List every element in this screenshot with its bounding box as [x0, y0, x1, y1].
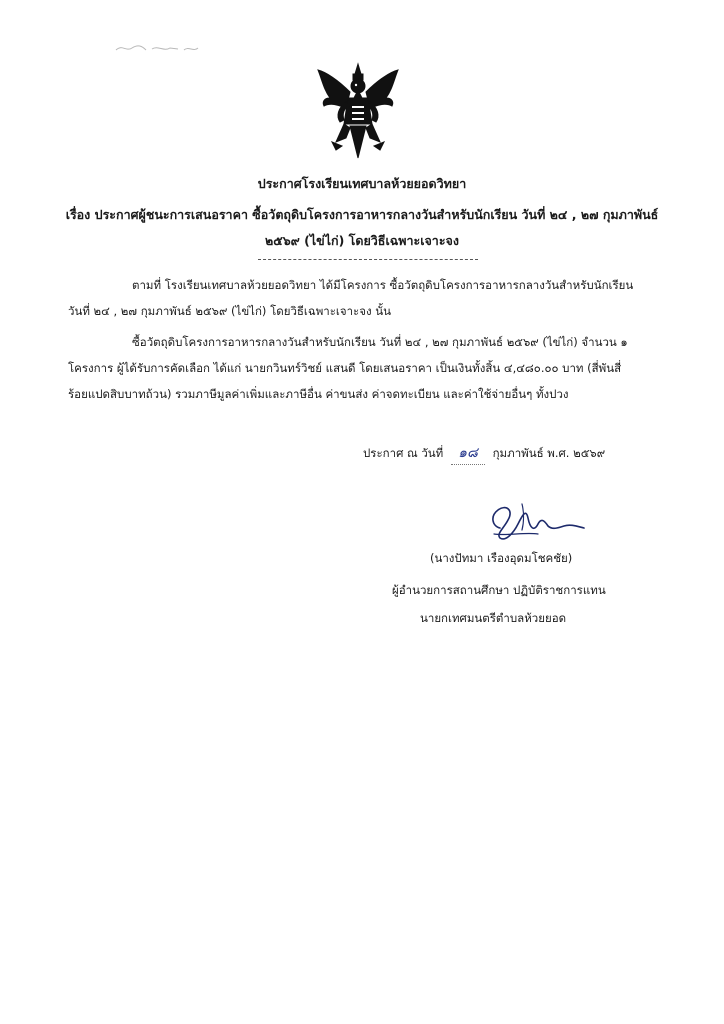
subject-line-1: เรื่อง ประกาศผู้ชนะการเสนอราคา ซื้อวัตถุดิบโครงการอาหารกลางวันสำหรับนักเรียน วันที่ ๒๔ , ๒๗ กุมภาพันธ์ — [65, 207, 659, 222]
paragraph-1-line-2: วันที่ ๒๔ , ๒๗ กุมภาพันธ์ ๒๕๖๙ (ไข่ไก่) โดยวิธีเฉพาะเจาะจง นั้น — [68, 304, 391, 318]
paragraph-2-line-2: โครงการ ผู้ได้รับการคัดเลือก ได้แก่ นายกวินทร์วิชย์ แสนดี โดยเสนอราคา เป็นเงินทั้งสิ้น ๔,๔๘๐.๐๐ บาท (สี่พันสี่ — [68, 361, 622, 375]
announce-suffix: กุมภาพันธ์ พ.ศ. ๒๕๖๙ — [492, 446, 606, 460]
pencil-scribble — [112, 40, 202, 56]
announce-prefix: ประกาศ ณ วันที่ — [363, 446, 444, 460]
signature-icon — [478, 498, 588, 544]
signer-position-1: ผู้อำนวยการสถานศึกษา ปฏิบัติราชการแทน — [392, 583, 606, 597]
signer-position-2: นายกเทศมนตรีตำบลห้วยยอด — [420, 611, 567, 625]
paragraph-1-line-1: ตามที่ โรงเรียนเทศบาลห้วยยอดวิทยา ได้มีโครงการ ซื้อวัตถุดิบโครงการอาหารกลางวันสำหรับนักเรียน — [132, 278, 634, 292]
dashed-divider — [258, 259, 478, 260]
paragraph-2-line-3: ร้อยแปดสิบบาทถ้วน) รวมภาษีมูลค่าเพิ่มและภาษีอื่น ค่าขนส่ง ค่าจดทะเบียน และค่าใช้จ่ายอื่นๆ ทั้งปวง — [68, 387, 569, 401]
garuda-emblem-icon — [316, 62, 400, 160]
signer-name: (นางปัทมา เรืองอุดมโชคชัย) — [430, 551, 573, 565]
subject-line-2: ๒๕๖๙ (ไข่ไก่) โดยวิธีเฉพาะเจาะจง — [265, 233, 459, 248]
announcement-date — [363, 442, 605, 465]
paragraph-2-line-1: ซื้อวัตถุดิบโครงการอาหารกลางวันสำหรับนักเรียน วันที่ ๒๔ , ๒๗ กุมภาพันธ์ ๒๕๖๙ (ไข่ไก่) จำนวน ๑ — [132, 335, 628, 349]
announce-day-handwritten: ๑๘ — [451, 442, 485, 465]
announcement-title: ประกาศโรงเรียนเทศบาลห้วยยอดวิทยา — [257, 176, 467, 191]
